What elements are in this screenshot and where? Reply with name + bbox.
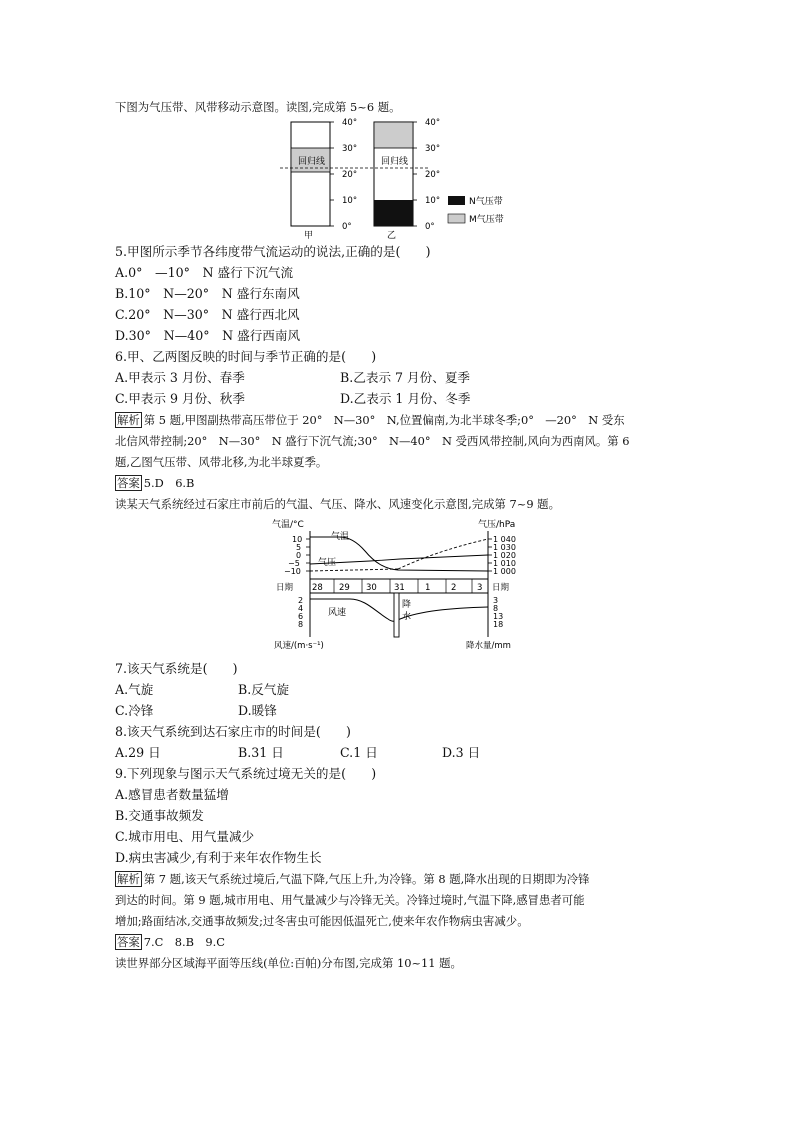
svg-text:18: 18 [493,620,504,629]
pressure-label: 气压 [318,558,337,568]
q9-option-b: B.交通事故频发 [115,808,204,823]
q6-stem: 6.甲、乙两图反映的时间与季节正确的是( ) [115,349,377,364]
svg-text:28: 28 [312,583,323,593]
legend-m-label: M气压带 [469,215,504,225]
analysis-1-line-2: 北信风带控制;20° N—30° N 盛行下沉气流;30° N—40° N 受西风带控制,风向为西南风。第 6 [115,434,630,448]
temp-label: 气温 [331,532,350,542]
svg-text:0: 0 [296,551,302,560]
q9-option-a: A.感冒患者数量猛增 [115,787,229,802]
q5-option-b: B.10° N—20° N 盛行东南风 [115,286,300,301]
svg-text:1 020: 1 020 [493,551,516,560]
q5-option-a: A.0° —10° N 盛行下沉气流 [115,265,294,280]
lat-30-a: 30° [342,144,358,154]
analysis-2-line-2: 到达的时间。第 9 题,城市用电、用气量减少与冷锋无关。冷锋过境时,气温下降,感冒患者可能 [115,893,585,907]
pressure-solid-curve [310,555,488,564]
q6-option-b: B.乙表示 7 月份、夏季 [340,370,471,385]
q6-option-d: D.乙表示 1 月份、冬季 [340,391,471,406]
q7-option-b: B.反气旋 [238,682,290,697]
temperature-curve [310,537,488,571]
lat-20-b: 20° [425,170,441,180]
tropic-label-b: 回归线 [381,157,409,167]
q8-option-c: C.1 日 [340,745,378,760]
wind-label: 风速 [328,608,347,618]
date-label-left: 日期 [276,583,294,593]
q9-option-d: D.病虫害减少,有利于来年农作物生长 [115,850,322,865]
lat-40-b: 40° [425,118,441,128]
lat-20-a: 20° [342,170,358,180]
q7-option-d: D.暖锋 [238,703,277,718]
lat-40-a: 40° [342,118,358,128]
q7-option-c: C.冷锋 [115,703,154,718]
n-belt-b [374,200,413,226]
svg-text:31: 31 [394,583,405,593]
svg-text:6: 6 [298,612,304,621]
svg-text:10: 10 [292,535,303,544]
svg-text:1 010: 1 010 [493,559,516,568]
weather-system-chart [270,515,530,653]
analysis-tag: 解析 [117,413,140,427]
y-left-title: 气温/°C [272,520,304,530]
svg-text:−10: −10 [284,567,301,576]
date-label-right: 日期 [492,583,510,593]
y-right-bottom-title: 降水量/mm [466,641,511,651]
pressure-belt-diagram [270,114,540,240]
intro-text-2: 读某天气系统经过石家庄市前后的气温、气压、降水、风速变化示意图,完成第 7~9 题。 [115,497,560,511]
svg-text:8: 8 [493,604,499,613]
precipitation-bar [394,593,399,637]
q8-option-b: B.31 日 [238,745,284,760]
lat-10-a: 10° [342,196,358,206]
svg-text:1 000: 1 000 [493,567,516,576]
answer-tag-2: 答案 [117,935,140,949]
m-belt-b [374,122,413,148]
lat-10-b: 10° [425,196,441,206]
q8-option-d: D.3 日 [442,745,481,760]
q7-option-a: A.气旋 [115,682,154,697]
svg-text:3: 3 [493,596,499,605]
legend-m-swatch [448,214,465,223]
legend-n-label: N气压带 [469,197,503,207]
q6-option-c: C.甲表示 9 月份、秋季 [115,391,245,406]
y-left-bottom-title: 风速/(m·s⁻¹) [274,641,324,651]
q5-option-d: D.30° N—40° N 盛行西南风 [115,328,301,343]
svg-text:2: 2 [298,596,304,605]
panel-label-b: 乙 [387,231,397,240]
q9-stem: 9.下列现象与图示天气系统过境无关的是( ) [115,766,377,781]
svg-text:1: 1 [425,583,431,593]
svg-text:8: 8 [298,620,304,629]
svg-text:2: 2 [451,583,457,593]
svg-text:1 030: 1 030 [493,543,516,552]
svg-text:30: 30 [366,583,377,593]
legend-n-swatch [448,196,465,205]
tropic-label-a: 回归线 [298,157,326,167]
intro-text-3: 读世界部分区域海平面等压线(单位:百帕)分布图,完成第 10~11 题。 [115,956,462,970]
lat-0-b: 0° [425,222,435,232]
q8-option-a: A.29 日 [115,745,161,760]
answer-1: 答案 5.D 6.B [117,476,195,490]
pressure-curve-before [310,569,398,571]
answer-2: 答案 7.C 8.B 9.C [117,935,225,949]
lat-30-b: 30° [425,144,441,154]
analysis-tag-2: 解析 [117,872,140,886]
intro-text-1: 下图为气压带、风带移动示意图。读图,完成第 5~6 题。 [115,100,401,114]
svg-text:13: 13 [493,612,504,621]
analysis-1-line-1: 解析 第 5 题,甲图副热带高压带位于 20° N—30° N,位置偏南,为北半球冬季;0° —20° N 受东 [117,413,625,427]
q6-option-a: A.甲表示 3 月份、春季 [115,370,245,385]
svg-text:5: 5 [296,543,302,552]
q5-option-c: C.20° N—30° N 盛行西北风 [115,307,300,322]
svg-text:4: 4 [298,604,304,613]
lat-0-a: 0° [342,222,352,232]
panel-label-a: 甲 [304,231,314,240]
y-right-title: 气压/hPa [478,520,516,530]
rain-label-2: 水 [402,612,412,622]
answer-tag: 答案 [117,476,140,490]
rain-label-1: 降 [402,600,412,610]
svg-text:29: 29 [339,583,350,593]
q7-stem: 7.该天气系统是( ) [115,661,238,676]
svg-text:1 040: 1 040 [493,535,516,544]
pressure-curve-after [398,539,488,569]
analysis-2-line-3: 增加;路面结冰,交通事故频发;过冬害虫可能因低温死亡,使来年农作物病虫害减少。 [115,914,529,928]
analysis-2-line-1: 解析 第 7 题,该天气系统过境后,气温下降,气压上升,为冷锋。第 8 题,降水出现的日期即为冷锋 [117,872,590,886]
q5-stem: 5.甲图所示季节各纬度带气流运动的说法,正确的是( ) [115,244,431,259]
analysis-1-line-3: 题,乙图气压带、风带北移,为北半球夏季。 [115,455,328,469]
q8-stem: 8.该天气系统到达石家庄市的时间是( ) [115,724,351,739]
svg-text:−5: −5 [288,559,300,568]
svg-text:3: 3 [477,583,483,593]
q9-option-c: C.城市用电、用气量减少 [115,829,255,844]
